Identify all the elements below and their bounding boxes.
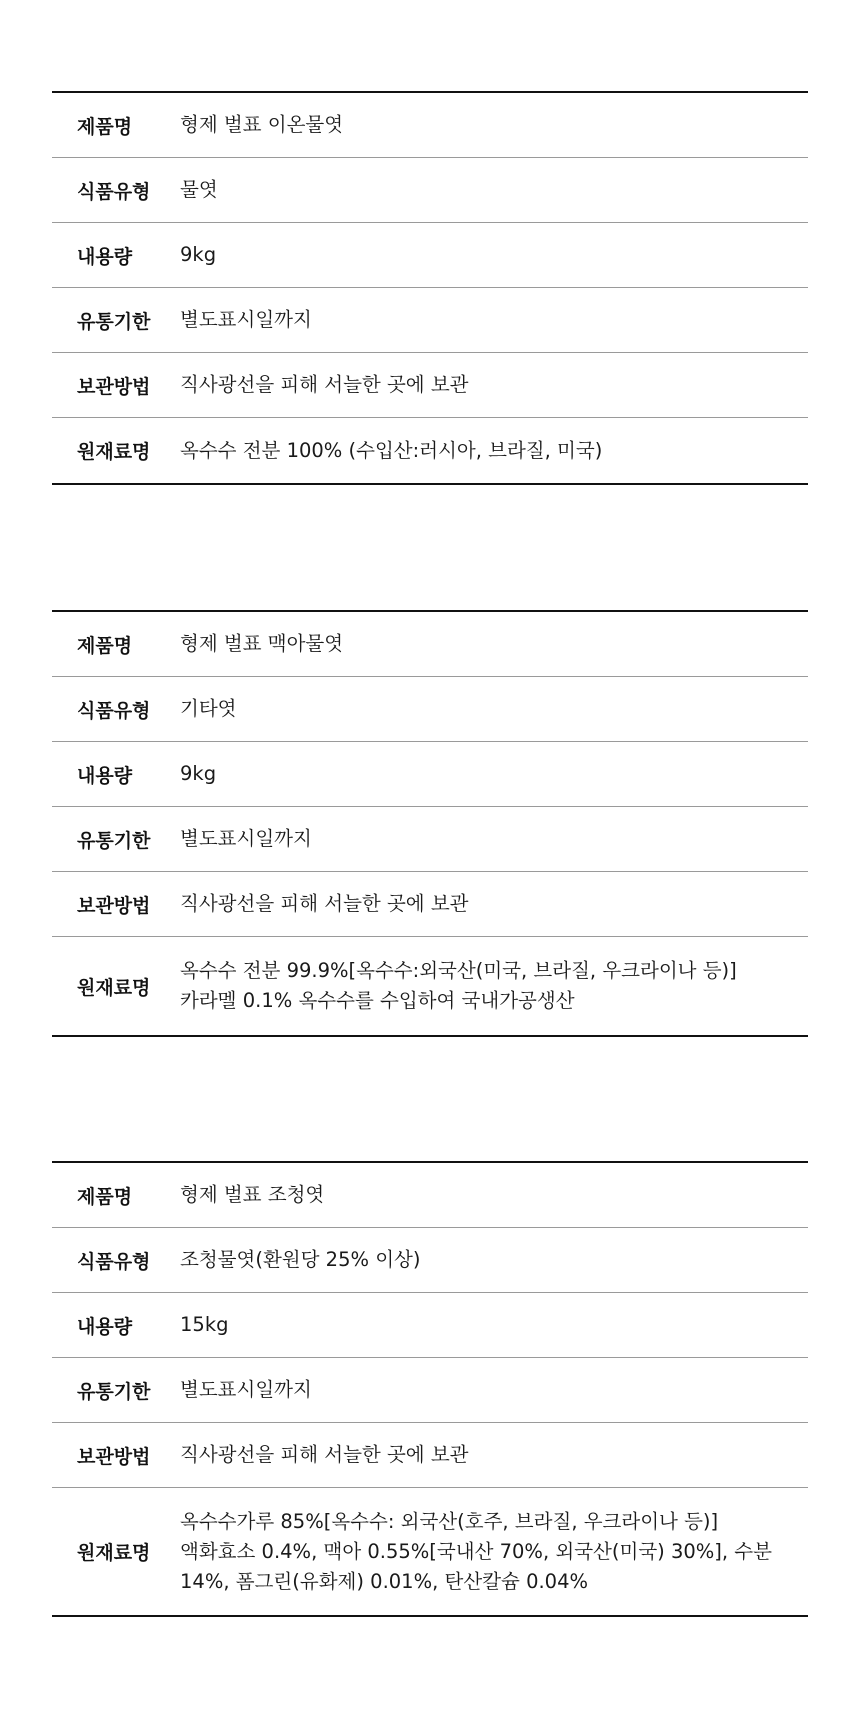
row-value: 형제 벌표 조청엿 [180, 1183, 325, 1206]
table-row [52, 1488, 808, 1615]
row-label: 제품명 [77, 115, 133, 138]
row-value: 직사광선을 피해 서늘한 곳에 보관 [180, 892, 469, 915]
table-row [52, 418, 808, 483]
row-value: 형제 벌표 맥아물엿 [180, 632, 344, 655]
row-label: 제품명 [77, 1185, 133, 1208]
row-value: 직사광선을 피해 서늘한 곳에 보관 [180, 1443, 469, 1466]
row-label: 식품유형 [77, 1250, 151, 1273]
row-label: 원재료명 [77, 1542, 151, 1564]
row-label: 식품유형 [77, 699, 151, 722]
table-row [52, 807, 808, 872]
row-label: 내용량 [77, 1315, 133, 1338]
row-value: 15kg [180, 1313, 229, 1336]
row-value: 옥수수 전분 99.9%[옥수수:외국산(미국, 브라질, 우크라이나 등)] 카라멜 0.1% 옥수수를 수입하여 국내가공생산 [180, 959, 737, 1012]
row-value: 별도표시일까지 [180, 1378, 312, 1401]
table-row [52, 872, 808, 937]
product-info-table-malt-syrup [52, 610, 808, 1037]
row-value: 옥수수 전분 100% (수입산:러시아, 브라질, 미국) [180, 438, 603, 462]
row-value: 9kg [180, 762, 217, 785]
row-value: 직사광선을 피해 서늘한 곳에 보관 [180, 373, 469, 396]
table-row [52, 677, 808, 742]
table-row [52, 612, 808, 677]
row-label: 보관방법 [77, 894, 151, 917]
table-row [52, 288, 808, 353]
table-row [52, 1293, 808, 1358]
row-label: 내용량 [77, 764, 133, 787]
table-row [52, 1163, 808, 1228]
table-row [52, 1358, 808, 1423]
row-value: 옥수수가루 85%[옥수수: 외국산(호주, 브라질, 우크라이나 등)] 액화효소 0.4%, 맥아 0.55%[국내산 70%, 외국산(미국) 30%], 수분 14%, 폼그린(유화제) 0.01%, 탄산칼슘 0.04% [180, 1509, 772, 1593]
table-row [52, 742, 808, 807]
row-label: 식품유형 [77, 180, 151, 203]
row-value: 조청물엿(환원당 25% 이상) [180, 1248, 421, 1271]
product-info-table-ion-syrup [52, 91, 808, 485]
table-row [52, 353, 808, 418]
row-label: 유통기한 [77, 829, 151, 852]
row-label: 제품명 [77, 634, 133, 657]
row-label: 유통기한 [77, 1380, 151, 1403]
row-value: 형제 벌표 이온물엿 [180, 113, 344, 136]
table-row [52, 937, 808, 1035]
row-label: 유통기한 [77, 310, 151, 333]
table-row [52, 158, 808, 223]
product-info-table-grain-syrup [52, 1161, 808, 1617]
row-label: 보관방법 [77, 375, 151, 398]
row-label: 원재료명 [77, 976, 151, 999]
row-label: 내용량 [77, 245, 133, 268]
table-row [52, 1423, 808, 1488]
row-value: 기타엿 [180, 697, 237, 720]
table-row [52, 93, 808, 158]
row-value: 9kg [180, 243, 217, 266]
table-row [52, 1228, 808, 1293]
row-value: 별도표시일까지 [180, 827, 312, 850]
row-value: 별도표시일까지 [180, 308, 312, 331]
row-label: 원재료명 [77, 441, 151, 463]
row-value: 물엿 [180, 178, 218, 201]
row-label: 보관방법 [77, 1445, 151, 1468]
table-row [52, 223, 808, 288]
